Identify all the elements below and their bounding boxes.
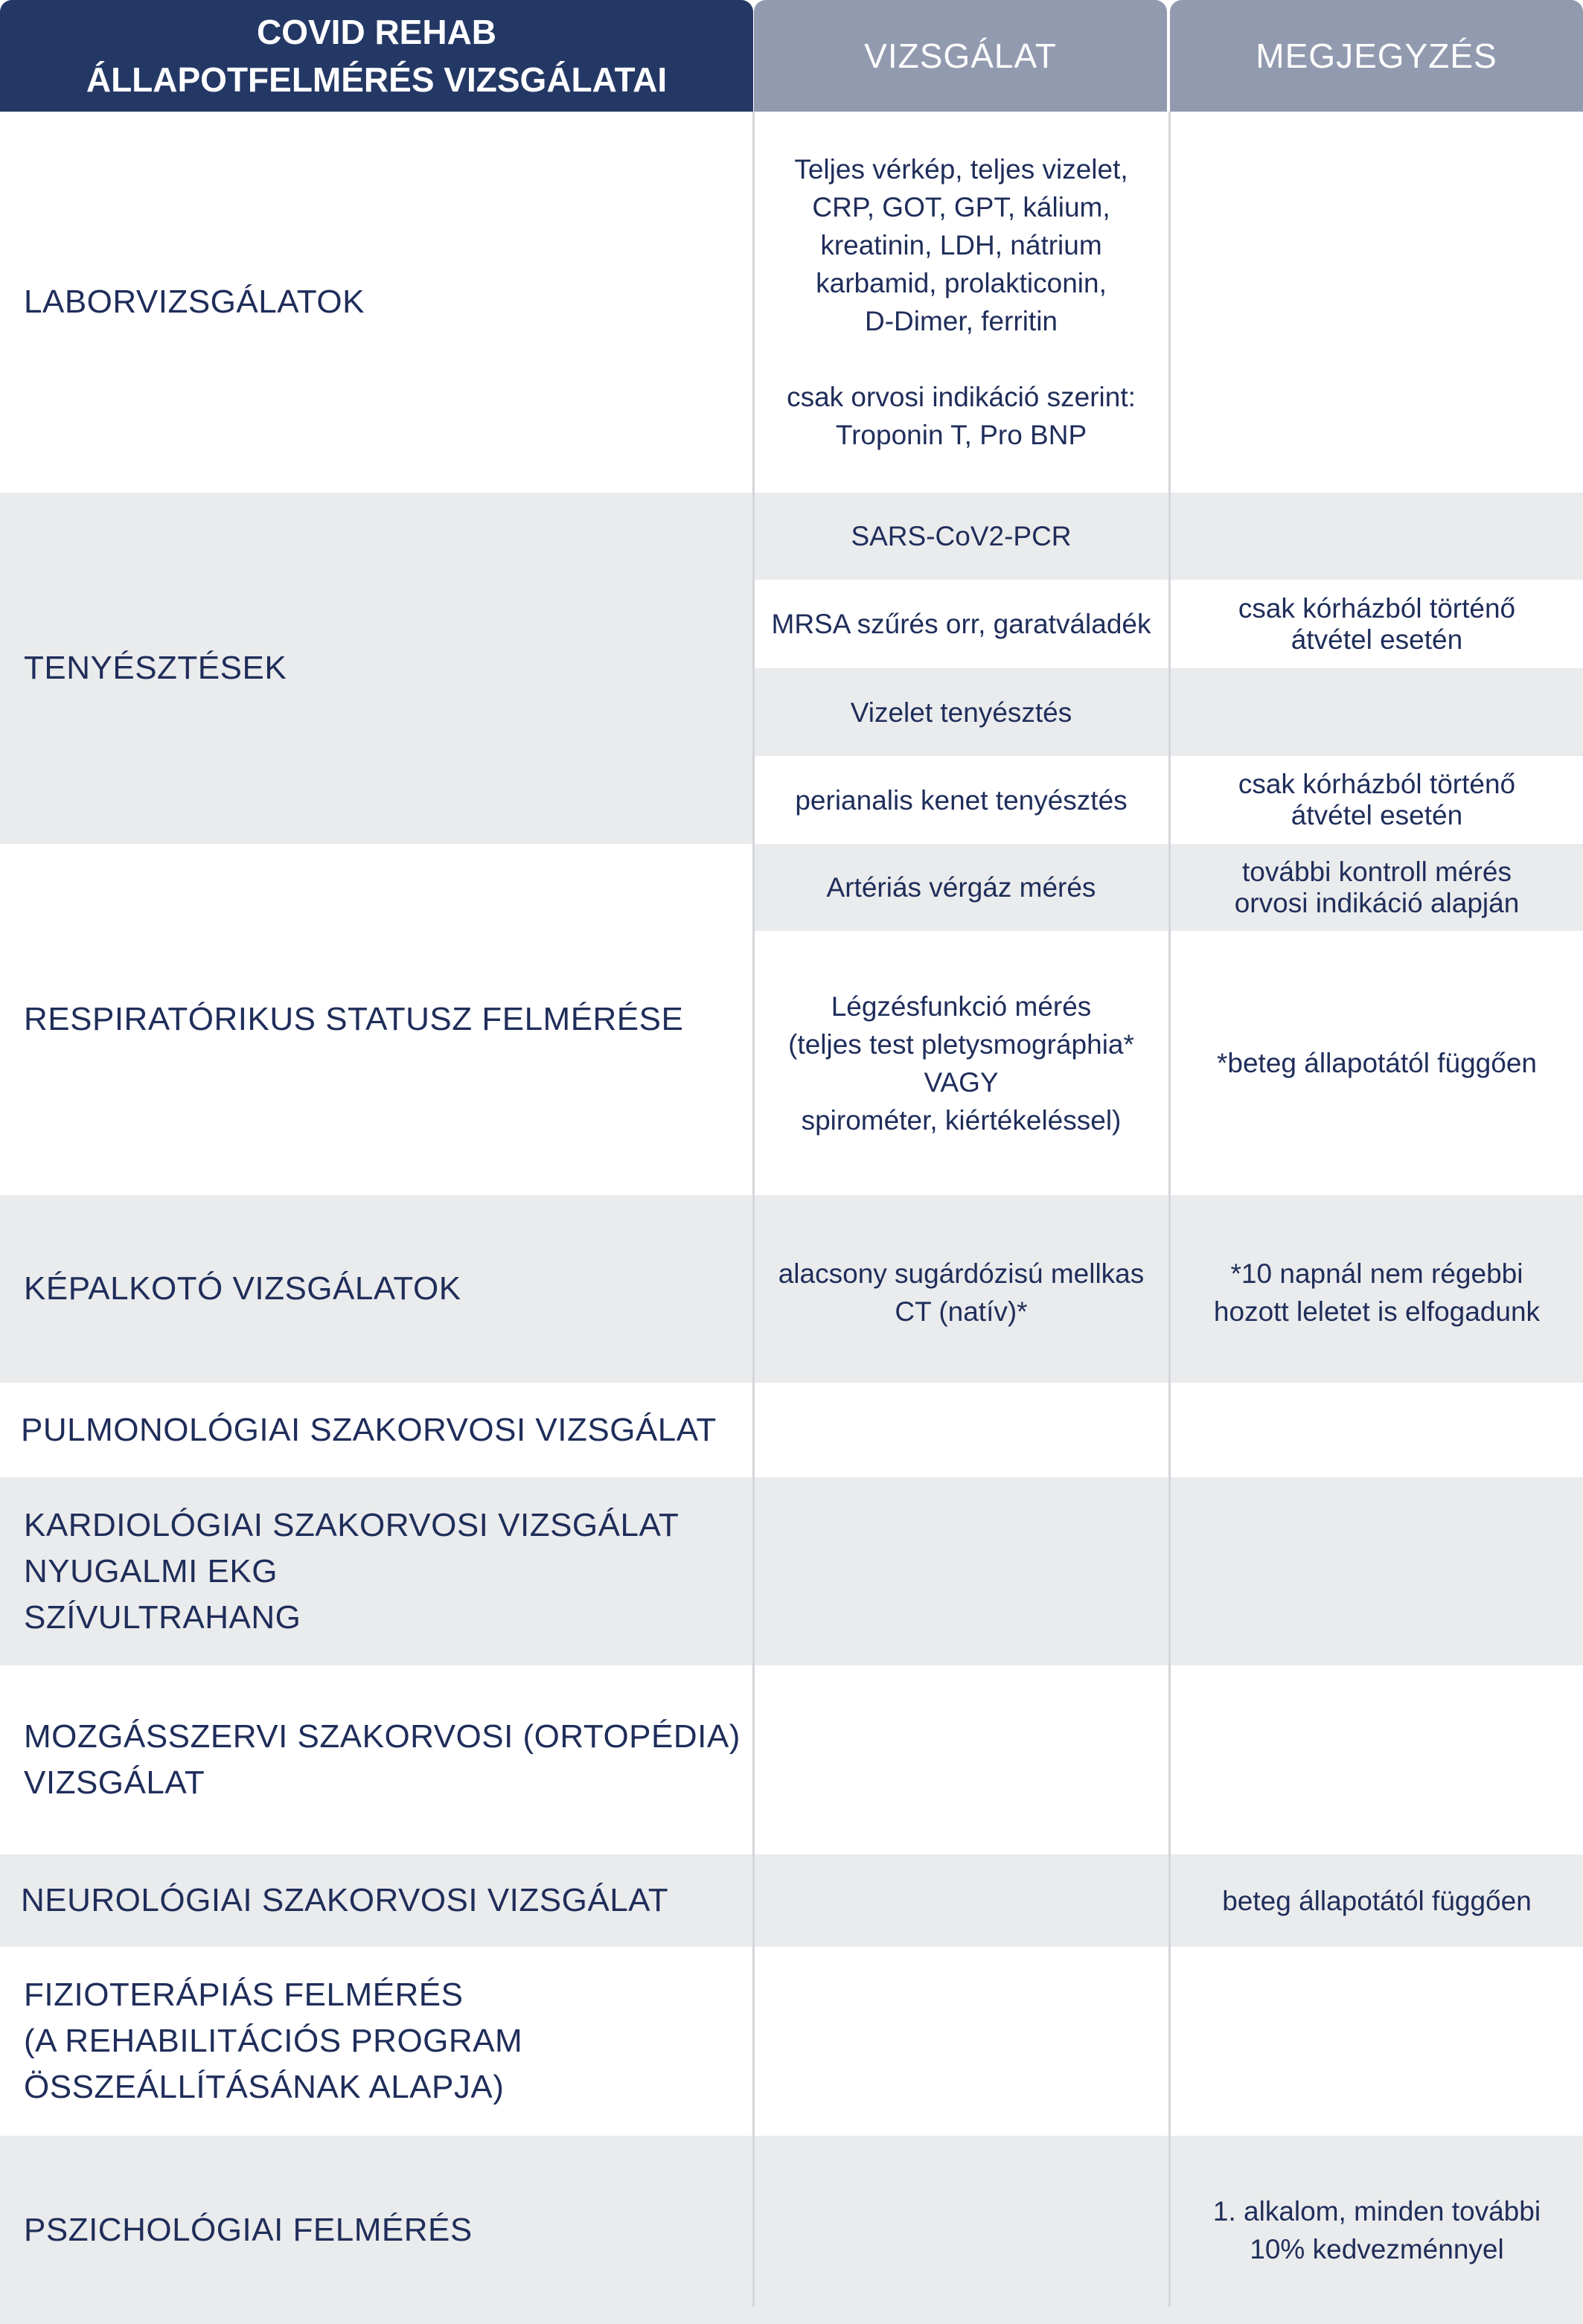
cell-sars-test: SARS-CoV2-PCR	[851, 521, 1072, 551]
header-megjegyzes	[1170, 0, 1583, 112]
header-vizsgalat-label: VIZSGÁLAT	[864, 36, 1057, 75]
header-title-line1: COVID REHAB	[256, 13, 497, 51]
row-label-pulmo: PULMONOLÓGIAI SZAKORVOSI VIZSGÁLAT	[21, 1411, 717, 1448]
row-label-mozgas: MOZGÁSSZERVI SZAKORVOSI (ORTOPÉDIA) VIZSGÁLAT	[24, 1718, 741, 1801]
header-title-line2: ÁLLAPOTFELMÉRÉS VIZSGÁLATAI	[86, 60, 668, 99]
header-megjegyzes-label: MEGJEGYZÉS	[1256, 36, 1497, 75]
cell-mrsa-test: MRSA szűrés orr, garatváladék	[771, 609, 1151, 639]
row-label-labor: LABORVIZSGÁLATOK	[24, 284, 365, 320]
row-label-kepalkoto: KÉPALKOTÓ VIZSGÁLATOK	[24, 1270, 461, 1307]
cell-labor-tests: Teljes vérkép, teljes vizelet, CRP, GOT, GPT, kálium, kreatinin, LDH, nátrium karbamid, prolakticonin, D-Dimer, ferritin csak orvosi indikáció szerint: Troponin T, Pro BNP	[787, 154, 1136, 450]
row-label-tenyesztes: TENYÉSZTÉSEK	[24, 650, 287, 686]
row-label-kardio: KARDIOLÓGIAI SZAKORVOSI VIZSGÁLAT NYUGALMI EKG SZÍVULTRAHANG	[24, 1506, 679, 1636]
cell-vizelet-test: Vizelet tenyésztés	[850, 697, 1072, 728]
row-label-fizio: FIZIOTERÁPIÁS FELMÉRÉS (A REHABILITÁCIÓS PROGRAM ÖSSZEÁLLÍTÁSÁNAK ALAPJA)	[24, 1976, 523, 2105]
cell-pszicho-note: 1. alkalom, minden további 10% kedvezménnyel	[1212, 2195, 1541, 2264]
cell-kepalkoto-note: *10 napnál nem régebbi hozott leletet is elfogadunk	[1213, 1258, 1541, 1327]
row-label-neuro: NEUROLÓGIAI SZAKORVOSI VIZSGÁLAT	[21, 1882, 669, 1918]
row-label-respir: RESPIRATÓRIKUS STATUSZ FELMÉRÉSE	[24, 1001, 684, 1037]
row-label-pszicho: PSZICHOLÓGIAI FELMÉRÉS	[24, 2211, 473, 2248]
cell-arterias-note: további kontroll mérés orvosi indikáció alapján	[1234, 856, 1520, 918]
header-title	[0, 0, 753, 112]
cell-kepalkoto-test: alacsony sugárdózisú mellkas CT (natív)*	[778, 1258, 1145, 1327]
cell-legzes-note: *beteg állapotától függően	[1217, 1048, 1537, 1078]
header-vizsgalat	[754, 0, 1167, 112]
cell-neuro-note: beteg állapotától függően	[1222, 1885, 1532, 1916]
cell-arterias-test: Artériás vérgáz mérés	[826, 872, 1096, 903]
cell-perianalis-test: perianalis kenet tenyésztés	[795, 784, 1128, 816]
cell-legzes-test: Légzésfunkció mérés (teljes test pletysmográphia* VAGY spirométer, kiértékeléssel)	[788, 990, 1134, 1136]
cell-mrsa-note: csak kórházból történő átvétel esetén	[1238, 592, 1516, 655]
cell-perianalis-note: csak kórházból történő átvétel esetén	[1238, 769, 1516, 830]
